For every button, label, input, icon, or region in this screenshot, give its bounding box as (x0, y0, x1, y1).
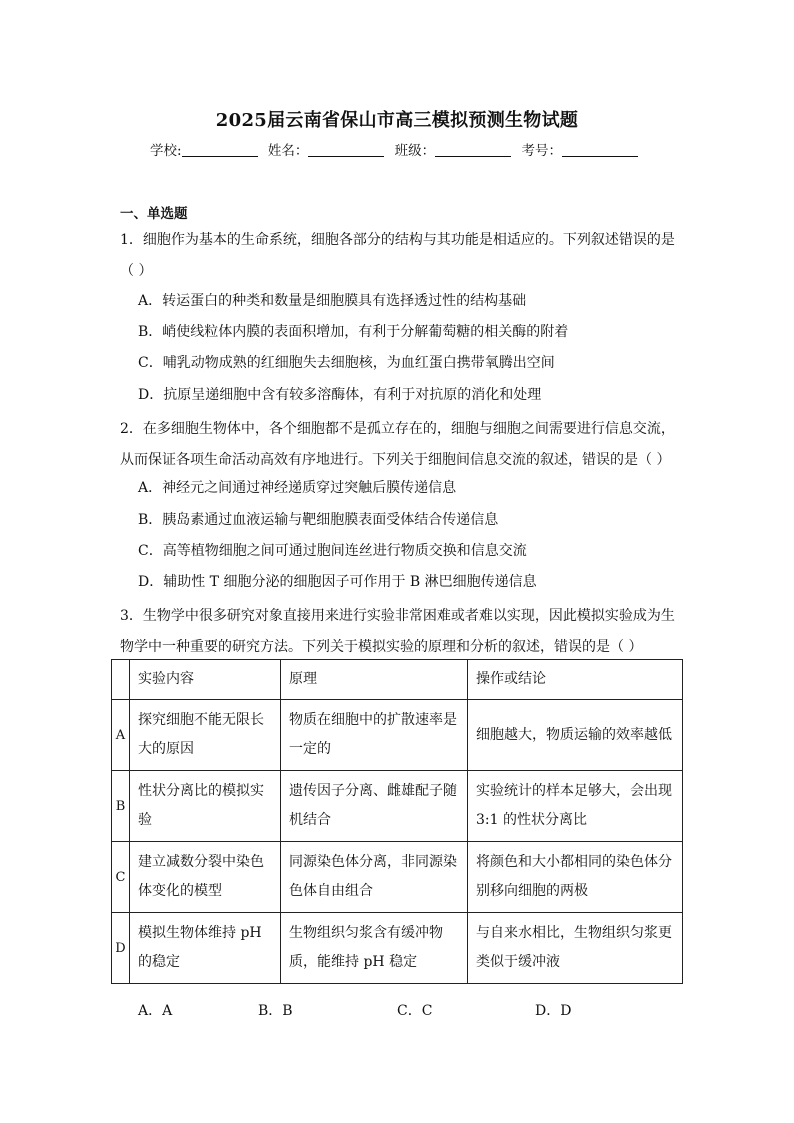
question-2-option-d: D．辅助性 T 细胞分泌的细胞因子可作用于 B 淋巴细胞传递信息 (138, 574, 537, 590)
table-row (112, 700, 683, 771)
question-2-option-c: C．高等植物细胞之间可通过胞间连丝进行物质交换和信息交流 (138, 543, 527, 559)
answer-option-a: A．A (138, 1003, 173, 1019)
section-heading: 一、单选题 (120, 206, 188, 222)
table-cell: 性状分离比的模拟实验 (130, 771, 281, 842)
answer-option-d: D．D (535, 1003, 572, 1019)
table-cell: 生物组织匀浆含有缓冲物质，能维持 pH 稳定 (281, 913, 468, 984)
question-2-option-a: A．神经元之间通过神经递质穿过突触后膜传递信息 (138, 480, 457, 496)
table-cell: 遗传因子分离、雌雄配子随机结合 (281, 771, 468, 842)
number-blank[interactable] (562, 142, 638, 157)
class-label: 班级： (394, 143, 436, 159)
question-1-option-a: A．转运蛋白的种类和数量是细胞膜具有选择透过性的结构基础 (138, 293, 527, 309)
answer-option-b: B．B (258, 1003, 293, 1019)
page-title: 2025届云南省保山市高三模拟预测生物试题 (215, 110, 579, 131)
question-1-option-d: D．抗原呈递细胞中含有较多溶酶体，有利于对抗原的消化和处理 (138, 387, 542, 403)
table-header-row (112, 660, 683, 700)
question-2-stem: 2．在多细胞生物体中，各个细胞都不是孤立存在的，细胞与细胞之间需要进行信息交流，从而保证各项生命活动高效有序地进行。下列关于细胞间信息交流的叙述，错误的是（ ） (120, 421, 675, 468)
row-label: A (112, 700, 130, 771)
table-cell: 与自来水相比，生物组织匀浆更类似于缓冲液 (468, 913, 683, 984)
question-1-option-c: C．哺乳动物成熟的红细胞失去细胞核，为血红蛋白携带氧腾出空间 (138, 355, 555, 371)
table-header-cell: 原理 (281, 660, 468, 700)
table-cell: 探究细胞不能无限长大的原因 (130, 700, 281, 771)
row-label: B (112, 771, 130, 842)
class-blank[interactable] (435, 142, 511, 157)
question-1-option-b: B．峭使线粒体内膜的表面积增加，有利于分解葡萄糖的相关酶的附着 (138, 324, 569, 340)
table-row (112, 913, 683, 984)
student-info-line (0, 139, 794, 159)
name-label: 姓名： (267, 143, 309, 159)
table-cell: 建立减数分裂中染色体变化的模型 (130, 842, 281, 913)
name-blank[interactable] (308, 142, 384, 157)
number-label: 考号： (521, 143, 562, 159)
question-2-option-b: B．胰岛素通过血液运输与靶细胞膜表面受体结合传递信息 (138, 512, 499, 528)
school-label: 学校: (150, 143, 182, 159)
table-row (112, 842, 683, 913)
experiment-table (111, 659, 683, 984)
row-label: C (112, 842, 130, 913)
school-blank[interactable] (182, 142, 258, 157)
table-cell: 模拟生物体维持 pH 的稳定 (130, 913, 281, 984)
row-label: D (112, 913, 130, 984)
table-header-cell (112, 660, 130, 700)
table-cell: 将颜色和大小都相同的染色体分别移向细胞的两极 (468, 842, 683, 913)
table-cell: 物质在细胞中的扩散速率是一定的 (281, 700, 468, 771)
answer-option-c: C．C (397, 1003, 433, 1019)
table-cell: 细胞越大，物质运输的效率越低 (468, 700, 683, 771)
table-cell: 同源染色体分离，非同源染色体自由组合 (281, 842, 468, 913)
table-cell: 实验统计的样本足够大，会出现 3:1 的性状分离比 (468, 771, 683, 842)
table-row (112, 771, 683, 842)
question-3-stem: 3．生物学中很多研究对象直接用来进行实验非常困难或者难以实现，因此模拟实验成为生物学中一种重要的研究方法。下列关于模拟实验的原理和分析的叙述，错误的是（ ） (120, 608, 675, 655)
table-header-cell: 实验内容 (130, 660, 281, 700)
table-header-cell: 操作或结论 (468, 660, 683, 700)
question-1-stem: 1．细胞作为基本的生命系统，细胞各部分的结构与其功能是相适应的。下列叙述错误的是（ ） (120, 232, 675, 279)
